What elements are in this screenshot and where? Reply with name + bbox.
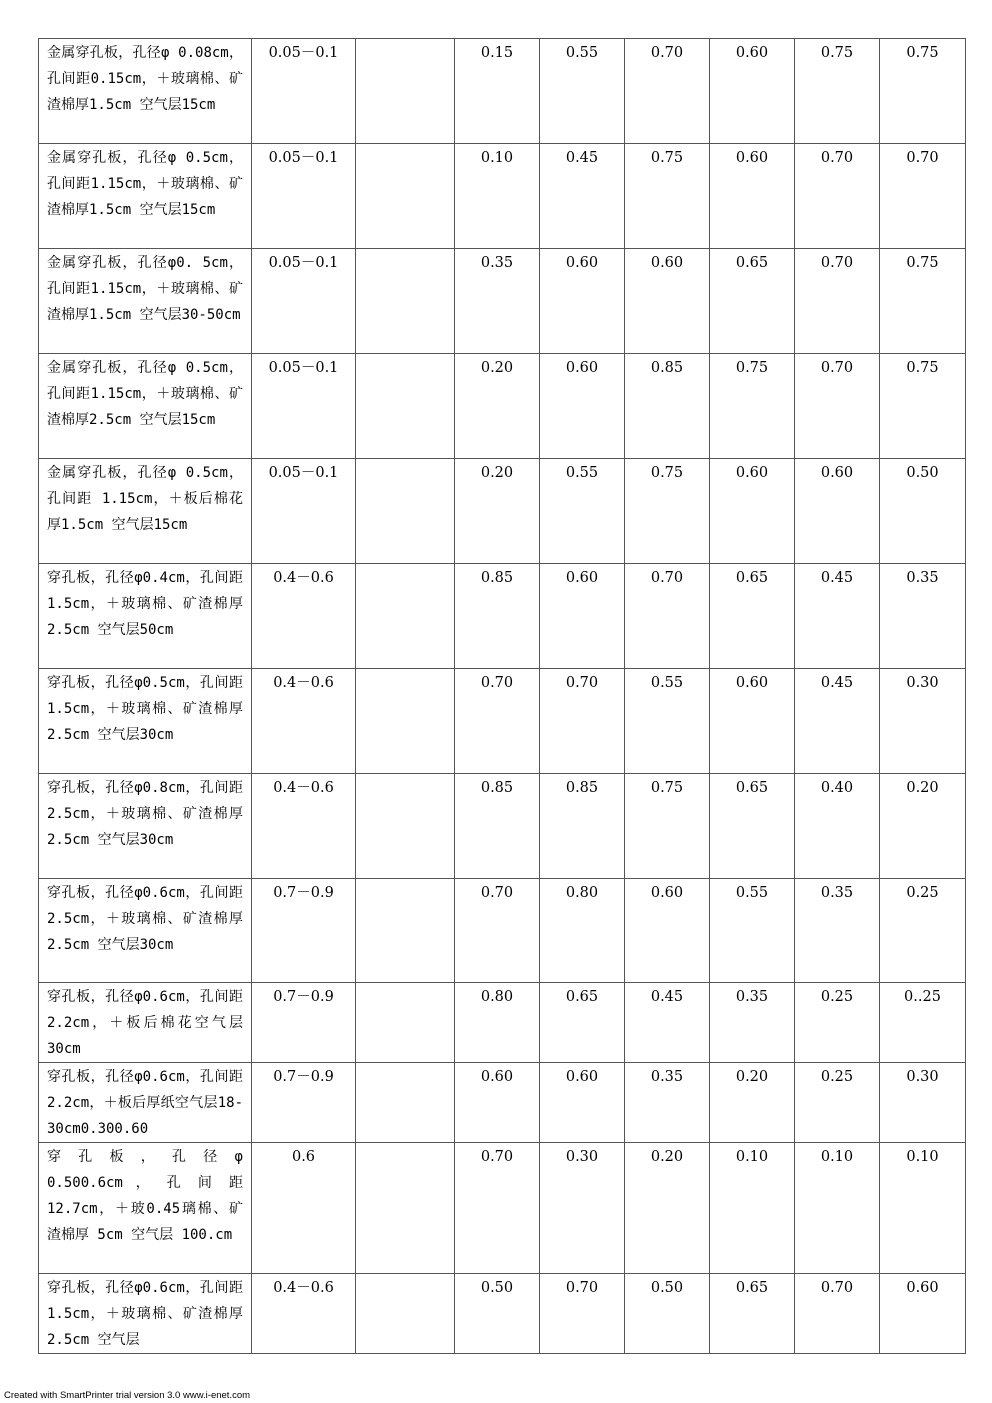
absorption-coefficient-cell: 0.45 bbox=[795, 564, 880, 669]
material-description-cell: 穿孔板，孔径φ0.6cm，孔间距 2.2cm，＋板后棉花空气层30cm bbox=[39, 983, 252, 1063]
table-row bbox=[39, 249, 966, 354]
absorption-coefficient-cell: 0.85 bbox=[625, 354, 710, 459]
absorption-coefficient-cell: 0.60 bbox=[540, 354, 625, 459]
absorption-coefficient-cell: 0.45 bbox=[625, 983, 710, 1063]
absorption-coefficient-cell: 0.25 bbox=[795, 983, 880, 1063]
absorption-coefficient-cell: 0.70 bbox=[795, 249, 880, 354]
absorption-coefficient-cell: 0.70 bbox=[795, 1274, 880, 1354]
absorption-coefficient-cell: 0.60 bbox=[625, 249, 710, 354]
table-row bbox=[39, 1063, 966, 1143]
absorption-coefficient-cell: 0.20 bbox=[625, 1143, 710, 1274]
thickness-range-cell: 0.4－0.6 bbox=[252, 1274, 356, 1354]
absorption-coefficient-cell: 0.10 bbox=[710, 1143, 795, 1274]
thickness-range-cell: 0.05－0.1 bbox=[252, 39, 356, 144]
absorption-coefficient-cell: 0.70 bbox=[625, 39, 710, 144]
absorption-coefficient-cell: 0.25 bbox=[880, 879, 966, 983]
absorption-coefficient-cell: 0.60 bbox=[540, 564, 625, 669]
absorption-coefficient-cell: 0.75 bbox=[880, 249, 966, 354]
absorption-coefficient-cell: 0.55 bbox=[625, 669, 710, 774]
empty-cell bbox=[356, 1274, 455, 1354]
absorption-coefficient-cell: 0..25 bbox=[880, 983, 966, 1063]
empty-cell bbox=[356, 774, 455, 879]
absorption-coefficient-cell: 0.60 bbox=[710, 39, 795, 144]
absorption-coefficient-cell: 0.35 bbox=[455, 249, 540, 354]
footer-watermark: Created with SmartPrinter trial version 3.0 www.i-enet.com bbox=[4, 1390, 251, 1401]
absorption-coefficient-cell: 0.30 bbox=[880, 1063, 966, 1143]
material-description-cell: 穿孔板，孔径φ0.8cm，孔间距 2.5cm，＋玻璃棉、矿渣棉厚 2.5cm 空气层30cm bbox=[39, 774, 252, 879]
absorption-coefficient-cell: 0.60 bbox=[625, 879, 710, 983]
absorption-coefficient-cell: 0.85 bbox=[455, 774, 540, 879]
thickness-range-cell: 0.4－0.6 bbox=[252, 564, 356, 669]
absorption-coefficient-cell: 0.60 bbox=[710, 459, 795, 564]
material-description-cell: 穿 孔 板 ， 孔 径 φ 0.500.6cm ， 孔 间 距 12.7cm，＋玻0.45璃棉、矿渣棉厚 5cm 空气层 100.cm bbox=[39, 1143, 252, 1274]
table-row bbox=[39, 879, 966, 983]
absorption-coefficient-cell: 0.80 bbox=[540, 879, 625, 983]
absorption-coefficient-cell: 0.10 bbox=[795, 1143, 880, 1274]
absorption-coefficient-cell: 0.70 bbox=[455, 669, 540, 774]
empty-cell bbox=[356, 669, 455, 774]
absorption-coefficient-cell: 0.70 bbox=[880, 144, 966, 249]
absorption-coefficient-cell: 0.35 bbox=[625, 1063, 710, 1143]
table-row bbox=[39, 564, 966, 669]
absorption-coefficient-cell: 0.75 bbox=[625, 144, 710, 249]
absorption-coefficient-cell: 0.30 bbox=[880, 669, 966, 774]
absorption-coefficient-cell: 0.60 bbox=[710, 669, 795, 774]
absorption-coefficient-cell: 0.65 bbox=[540, 983, 625, 1063]
absorption-coefficient-cell: 0.40 bbox=[795, 774, 880, 879]
thickness-range-cell: 0.05－0.1 bbox=[252, 354, 356, 459]
absorption-coefficient-cell: 0.70 bbox=[540, 1274, 625, 1354]
absorption-coefficient-cell: 0.65 bbox=[710, 1274, 795, 1354]
thickness-range-cell: 0.4－0.6 bbox=[252, 669, 356, 774]
empty-cell bbox=[356, 459, 455, 564]
thickness-range-cell: 0.05－0.1 bbox=[252, 249, 356, 354]
empty-cell bbox=[356, 983, 455, 1063]
absorption-coefficient-cell: 0.60 bbox=[880, 1274, 966, 1354]
thickness-range-cell: 0.7－0.9 bbox=[252, 879, 356, 983]
absorption-coefficient-cell: 0.65 bbox=[710, 249, 795, 354]
absorption-coefficient-cell: 0.35 bbox=[880, 564, 966, 669]
absorption-coefficient-cell: 0.70 bbox=[455, 1143, 540, 1274]
absorption-coefficient-cell: 0.50 bbox=[880, 459, 966, 564]
absorption-coefficient-cell: 0.30 bbox=[540, 1143, 625, 1274]
absorption-coefficient-cell: 0.50 bbox=[625, 1274, 710, 1354]
absorption-coefficient-cell: 0.55 bbox=[540, 39, 625, 144]
absorption-coefficient-cell: 0.50 bbox=[455, 1274, 540, 1354]
absorption-coefficient-cell: 0.65 bbox=[710, 774, 795, 879]
absorption-coefficient-cell: 0.10 bbox=[455, 144, 540, 249]
absorption-coefficient-cell: 0.65 bbox=[710, 564, 795, 669]
material-description-cell: 穿孔板，孔径φ0.6cm，孔间距 1.5cm，＋玻璃棉、矿渣棉厚 2.5cm 空气层 bbox=[39, 1274, 252, 1354]
absorption-coefficient-cell: 0.55 bbox=[540, 459, 625, 564]
absorption-coefficient-cell: 0.45 bbox=[795, 669, 880, 774]
absorption-coefficient-cell: 0.25 bbox=[795, 1063, 880, 1143]
material-description-cell: 穿孔板，孔径φ0.6cm，孔间距 2.5cm，＋玻璃棉、矿渣棉厚 2.5cm 空气层30cm bbox=[39, 879, 252, 983]
absorption-coefficient-cell: 0.20 bbox=[455, 459, 540, 564]
absorption-coefficient-cell: 0.85 bbox=[455, 564, 540, 669]
absorption-coefficient-cell: 0.75 bbox=[795, 39, 880, 144]
absorption-coefficient-cell: 0.60 bbox=[540, 249, 625, 354]
thickness-range-cell: 0.05－0.1 bbox=[252, 144, 356, 249]
thickness-range-cell: 0.6 bbox=[252, 1143, 356, 1274]
absorption-coefficient-cell: 0.70 bbox=[540, 669, 625, 774]
absorption-coefficient-cell: 0.35 bbox=[795, 879, 880, 983]
absorption-coefficient-cell: 0.60 bbox=[540, 1063, 625, 1143]
absorption-coefficient-cell: 0.70 bbox=[625, 564, 710, 669]
absorption-coefficient-cell: 0.75 bbox=[625, 459, 710, 564]
absorption-coefficient-cell: 0.15 bbox=[455, 39, 540, 144]
empty-cell bbox=[356, 879, 455, 983]
absorption-coefficient-cell: 0.55 bbox=[710, 879, 795, 983]
thickness-range-cell: 0.4－0.6 bbox=[252, 774, 356, 879]
absorption-coefficient-cell: 0.20 bbox=[455, 354, 540, 459]
table-row bbox=[39, 669, 966, 774]
absorption-coefficient-cell: 0.45 bbox=[540, 144, 625, 249]
absorption-coefficient-cell: 0.60 bbox=[710, 144, 795, 249]
absorption-coefficient-cell: 0.60 bbox=[455, 1063, 540, 1143]
absorption-coefficient-cell: 0.80 bbox=[455, 983, 540, 1063]
absorption-coefficient-cell: 0.10 bbox=[880, 1143, 966, 1274]
absorption-coefficient-cell: 0.70 bbox=[455, 879, 540, 983]
absorption-coefficient-cell: 0.20 bbox=[710, 1063, 795, 1143]
thickness-range-cell: 0.05－0.1 bbox=[252, 459, 356, 564]
material-description-cell: 金属穿孔板，孔径φ 0.5cm，孔间距 1.15cm，＋板后棉花厚1.5cm 空气层15cm bbox=[39, 459, 252, 564]
table-row bbox=[39, 1143, 966, 1274]
absorption-coefficient-cell: 0.70 bbox=[795, 144, 880, 249]
absorption-coefficient-cell: 0.60 bbox=[795, 459, 880, 564]
absorption-coefficient-cell: 0.75 bbox=[880, 354, 966, 459]
thickness-range-cell: 0.7－0.9 bbox=[252, 983, 356, 1063]
absorption-coefficient-cell: 0.75 bbox=[625, 774, 710, 879]
absorption-coefficient-cell: 0.85 bbox=[540, 774, 625, 879]
empty-cell bbox=[356, 564, 455, 669]
absorption-table bbox=[38, 38, 966, 1354]
table-row bbox=[39, 983, 966, 1063]
table-row bbox=[39, 39, 966, 144]
absorption-coefficient-cell: 0.75 bbox=[880, 39, 966, 144]
material-description-cell: 穿孔板，孔径φ0.6cm，孔间距 2.2cm，＋板后厚纸空气层18-30cm0.300.60 bbox=[39, 1063, 252, 1143]
material-description-cell: 穿孔板，孔径φ0.5cm，孔间距 1.5cm，＋玻璃棉、矿渣棉厚 2.5cm 空气层30cm bbox=[39, 669, 252, 774]
empty-cell bbox=[356, 1063, 455, 1143]
empty-cell bbox=[356, 354, 455, 459]
table-row bbox=[39, 459, 966, 564]
absorption-coefficient-cell: 0.70 bbox=[795, 354, 880, 459]
table-row bbox=[39, 354, 966, 459]
table-row bbox=[39, 1274, 966, 1354]
empty-cell bbox=[356, 39, 455, 144]
absorption-coefficient-cell: 0.35 bbox=[710, 983, 795, 1063]
table-row bbox=[39, 144, 966, 249]
empty-cell bbox=[356, 249, 455, 354]
empty-cell bbox=[356, 1143, 455, 1274]
material-description-cell: 金属穿孔板，孔径φ0. 5cm，孔间距1.15cm，＋玻璃棉、矿渣棉厚1.5cm 空气层30-50cm bbox=[39, 249, 252, 354]
table-row bbox=[39, 774, 966, 879]
material-description-cell: 金属穿孔板，孔径φ 0.5cm，孔间距1.15cm，＋玻璃棉、矿渣棉厚1.5cm 空气层15cm bbox=[39, 144, 252, 249]
material-description-cell: 金属穿孔板，孔径φ 0.5cm，孔间距1.15cm，＋玻璃棉、矿渣棉厚2.5cm 空气层15cm bbox=[39, 354, 252, 459]
material-description-cell: 金属穿孔板，孔径φ 0.08cm，孔间距0.15cm，＋玻璃棉、矿渣棉厚1.5cm 空气层15cm bbox=[39, 39, 252, 144]
material-description-cell: 穿孔板，孔径φ0.4cm，孔间距 1.5cm，＋玻璃棉、矿渣棉厚 2.5cm 空气层50cm bbox=[39, 564, 252, 669]
thickness-range-cell: 0.7－0.9 bbox=[252, 1063, 356, 1143]
absorption-coefficient-cell: 0.20 bbox=[880, 774, 966, 879]
absorption-coefficient-cell: 0.75 bbox=[710, 354, 795, 459]
empty-cell bbox=[356, 144, 455, 249]
